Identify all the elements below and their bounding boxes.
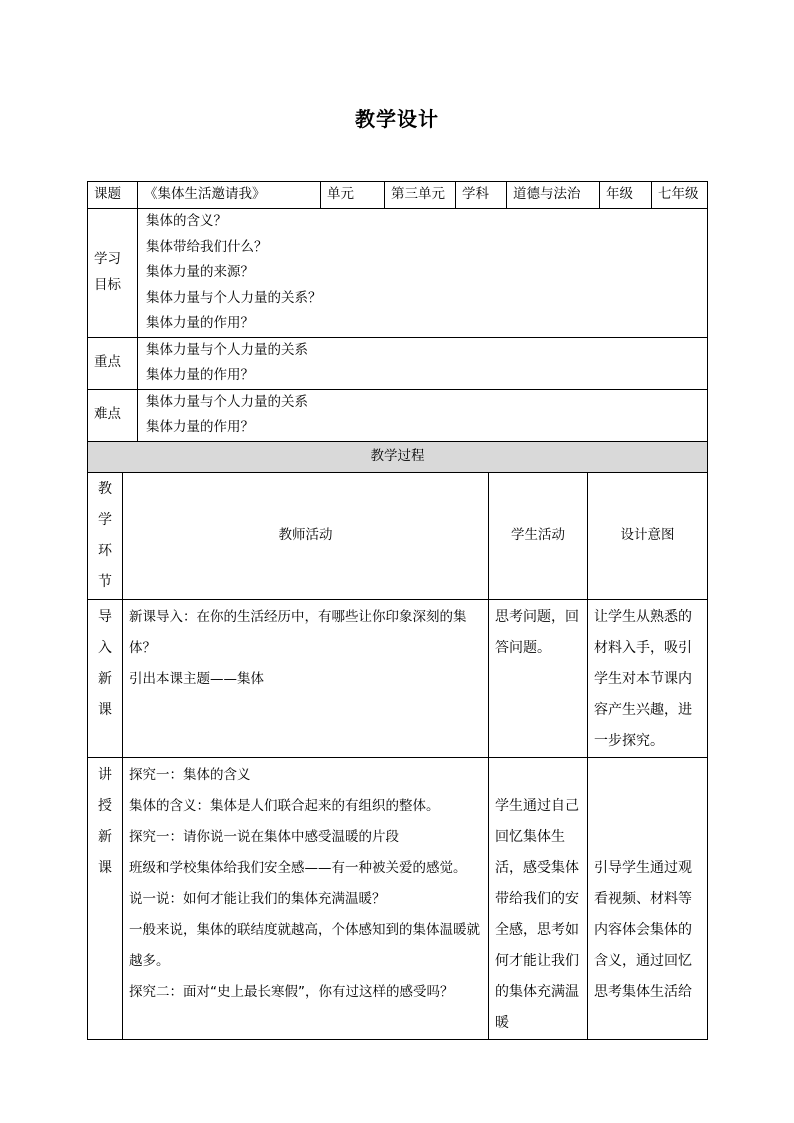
- teacher-activity-line: 探究二：面对“史上最长寒假”，你有过这样的感受吗？: [129, 983, 454, 1000]
- stage-cell: 讲 授 新 课: [88, 757, 123, 1039]
- difficulties-label: 难点: [88, 389, 138, 441]
- objectives-label: [88, 209, 138, 338]
- student-activity-header: 学生活动: [489, 472, 588, 599]
- process-row-intro: [88, 599, 708, 757]
- objective-item: 集体带给我们什么？: [146, 238, 268, 255]
- teacher-activity-line: 引出本课主题——集体: [129, 670, 264, 687]
- teacher-activity-line: 探究一：集体的含义: [129, 766, 251, 783]
- subject-value: 道德与法治: [507, 182, 600, 209]
- process-header-row: [88, 472, 708, 599]
- objective-item: 集体力量与个人力量的关系？: [146, 289, 322, 306]
- student-activity-cell: 学生通过自己回忆集体生活，感受集体带给我们的安全感，思考如何才能让我们的集体充满温暖: [489, 757, 588, 1039]
- header-row: [88, 182, 708, 209]
- process-title-row: [88, 441, 708, 472]
- unit-value: 第三单元: [385, 182, 456, 209]
- page-title: 教学设计: [355, 107, 439, 131]
- stage-cell: 导 入 新 课: [88, 599, 123, 757]
- grade-value: 七年级: [652, 182, 708, 209]
- topic-label: 课题: [88, 182, 138, 209]
- process-title: 教学过程: [88, 441, 708, 472]
- objective-item: 集体力量的作用？: [146, 315, 254, 331]
- key-points-content: [138, 337, 708, 389]
- process-row-lecture: [88, 757, 708, 1039]
- teacher-activity-line: 班级和学校集体给我们安全感——有一种被关爱的感觉。: [129, 859, 467, 876]
- teacher-activity-line: 探究一：请你说一说在集体中感受温暖的片段: [129, 828, 399, 845]
- design-intent-cell: 让学生从熟悉的材料入手，吸引学生对本节课内容产生兴趣，进一步探究。: [588, 599, 708, 757]
- objective-item: 集体的含义？: [146, 213, 227, 229]
- objective-item: 集体力量的来源？: [146, 264, 254, 280]
- teacher-activity-cell: [123, 599, 489, 757]
- objectives-row: [88, 209, 708, 338]
- design-intent-header: 设计意图: [588, 472, 708, 599]
- teacher-activity-line: 说一说：如何才能让我们的集体充满温暖？: [129, 890, 386, 907]
- key-point-item: 集体力量与个人力量的关系: [146, 341, 308, 358]
- key-points-row: [88, 337, 708, 389]
- teacher-activity-header: 教师活动: [123, 472, 489, 599]
- design-intent-cell: 引导学生通过观看视频、材料等内容体会集体的含义，通过回忆思考集体生活给: [588, 757, 708, 1039]
- lesson-plan-table: [87, 181, 707, 1040]
- objectives-label-line2: 目标: [94, 276, 121, 293]
- objectives-content: [138, 209, 708, 338]
- objectives-label-line1: 学习: [94, 251, 121, 268]
- difficulties-row: [88, 389, 708, 441]
- difficulties-content: [138, 389, 708, 441]
- stage-header: 教 学 环 节: [88, 472, 123, 599]
- teacher-activity-cell: [123, 757, 489, 1039]
- teacher-activity-line: 一般来说，集体的联结度就越高，个体感知到的集体温暖就越多。: [129, 921, 480, 969]
- subject-label: 学科: [456, 182, 507, 209]
- topic-value: 《集体生活邀请我》: [138, 182, 321, 209]
- grade-label: 年级: [600, 182, 652, 209]
- difficulty-item: 集体力量与个人力量的关系: [146, 393, 308, 410]
- teacher-activity-line: 新课导入：在你的生活经历中，有哪些让你印象深刻的集体？: [129, 608, 467, 656]
- key-points-label: 重点: [88, 337, 138, 389]
- unit-label: 单元: [321, 182, 385, 209]
- teacher-activity-line: 集体的含义：集体是人们联合起来的有组织的整体。: [129, 797, 440, 814]
- key-point-item: 集体力量的作用？: [146, 367, 254, 383]
- difficulty-item: 集体力量的作用？: [146, 419, 254, 435]
- student-activity-cell: 思考问题，回答问题。: [489, 599, 588, 757]
